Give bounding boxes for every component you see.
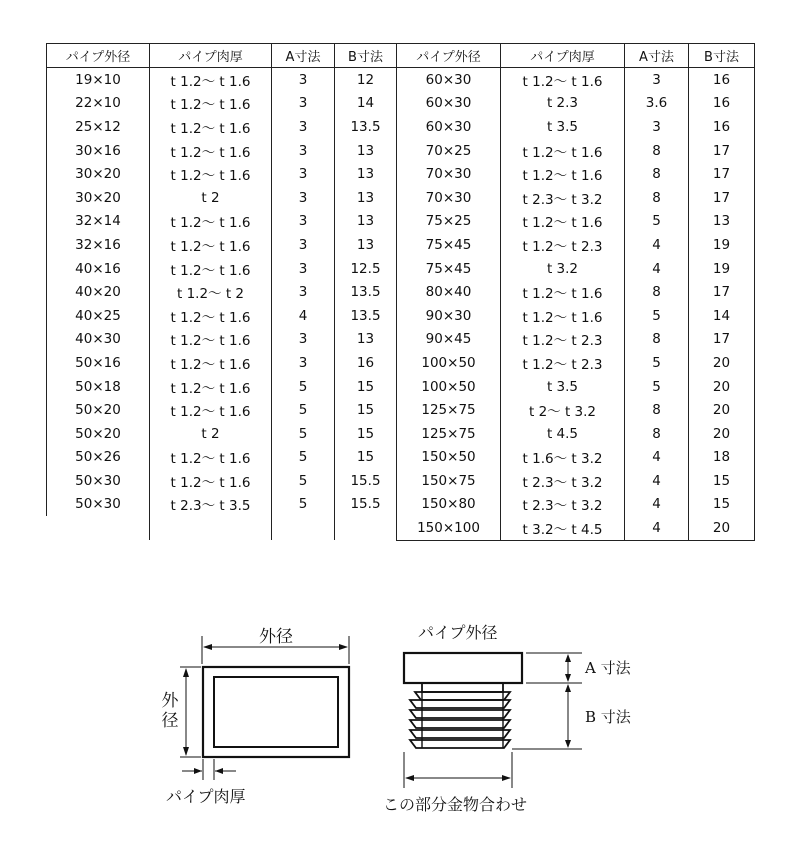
cell-b-dim: 13 xyxy=(335,162,397,186)
cell-pipe-od: 50×26 xyxy=(47,446,150,470)
cell-a-dim: 3 xyxy=(272,115,335,139)
cell-b-dim: 17 xyxy=(689,328,755,352)
cell-b-dim: 17 xyxy=(689,280,755,304)
b-dimension-label: B 寸法 xyxy=(585,708,631,726)
cell-b-dim: 15 xyxy=(689,469,755,493)
a-dimension-label: A 寸法 xyxy=(585,659,631,677)
cell-pipe-thickness: t 1.2～ t 1.6 xyxy=(150,210,272,234)
cell-a-dim: 8 xyxy=(625,139,689,163)
cell-pipe-od: 125×75 xyxy=(397,422,501,446)
cell-pipe-thickness: t 1.2～ t 2 xyxy=(150,280,272,304)
cell-a-dim: 4 xyxy=(625,469,689,493)
cell-pipe-od: 40×16 xyxy=(47,257,150,281)
cell-pipe-od: 19×10 xyxy=(47,68,150,92)
cell-pipe-thickness: t 1.2～ t 1.6 xyxy=(150,92,272,116)
cell-pipe-od: 50×20 xyxy=(47,398,150,422)
cell-pipe-od: 32×14 xyxy=(47,210,150,234)
cell-a-dim: 3 xyxy=(272,257,335,281)
cell-a-dim: 3 xyxy=(272,162,335,186)
header-pipe-thickness-2: パイプ肉厚 xyxy=(501,44,625,68)
cell-b-dim: 20 xyxy=(689,422,755,446)
cell-b-dim: 12 xyxy=(335,68,397,92)
cell-pipe-od: 70×30 xyxy=(397,162,501,186)
cell-pipe-thickness: t 1.2～ t 1.6 xyxy=(150,68,272,92)
cell-b-dim: 19 xyxy=(689,257,755,281)
cell-pipe-thickness: t 1.2～ t 1.6 xyxy=(150,446,272,470)
cell-b-dim: 15 xyxy=(335,398,397,422)
cell-pipe-thickness: t 1.2～ t 1.6 xyxy=(150,328,272,352)
cell-a-dim: 5 xyxy=(625,304,689,328)
cell-a-dim: 4 xyxy=(625,493,689,517)
cell-pipe-od: 30×20 xyxy=(47,162,150,186)
cell-b-dim: 15 xyxy=(335,422,397,446)
cell-b-dim: 13 xyxy=(335,233,397,257)
cell-b-dim: 13 xyxy=(335,139,397,163)
pipe-od-label: パイプ外径 xyxy=(418,623,498,642)
cell-b-dim: 13 xyxy=(689,210,755,234)
cell-b-dim: 13 xyxy=(335,186,397,210)
cell-pipe-thickness: t 2.3～ t 3.5 xyxy=(150,493,272,517)
cell-a-dim: 3 xyxy=(272,280,335,304)
cell-pipe-thickness: t 2.3～ t 3.2 xyxy=(501,469,625,493)
cell-b-dim: 14 xyxy=(335,92,397,116)
cell-a-dim: 8 xyxy=(625,422,689,446)
pipe-cross-section-diagram xyxy=(162,627,350,806)
cell-pipe-thickness: t 2.3～ t 3.2 xyxy=(501,186,625,210)
cell-pipe-od: 40×30 xyxy=(47,328,150,352)
cell-pipe-od: 40×25 xyxy=(47,304,150,328)
cell-b-dim: 17 xyxy=(689,186,755,210)
cell-a-dim: 3 xyxy=(272,186,335,210)
cell-pipe-thickness: t 1.2～ t 1.6 xyxy=(150,304,272,328)
cell-pipe-od: 60×30 xyxy=(397,115,501,139)
cell-pipe-od: 75×25 xyxy=(397,210,501,234)
cell-pipe-thickness: t 1.2～ t 1.6 xyxy=(501,280,625,304)
cell-pipe-thickness: t 1.2～ t 1.6 xyxy=(501,68,625,92)
cell-b-dim: 15 xyxy=(335,375,397,399)
cell-pipe-od: 30×16 xyxy=(47,139,150,163)
cell-b-dim: 14 xyxy=(689,304,755,328)
cell-a-dim: 3.6 xyxy=(625,92,689,116)
cell-b-dim: 15.5 xyxy=(335,493,397,517)
cell-pipe-thickness: t 1.2～ t 1.6 xyxy=(150,469,272,493)
cell-b-dim: 17 xyxy=(689,139,755,163)
cell-b-dim: 20 xyxy=(689,375,755,399)
cell-pipe-thickness: t 1.2～ t 2.3 xyxy=(501,328,625,352)
cell-a-dim: 4 xyxy=(272,304,335,328)
cell-pipe-od: 90×45 xyxy=(397,328,501,352)
cell-pipe-thickness: t 1.2～ t 1.6 xyxy=(150,233,272,257)
cell-pipe-od: 100×50 xyxy=(397,351,501,375)
header-a-dim-2: A寸法 xyxy=(625,44,689,68)
cell-a-dim: 5 xyxy=(272,493,335,517)
cell-a-dim: 3 xyxy=(272,68,335,92)
cell-pipe-thickness: t 1.2～ t 2.3 xyxy=(501,351,625,375)
fit-section-label: この部分金物合わせ xyxy=(383,795,528,814)
cell-pipe-thickness: t 3.2～ t 4.5 xyxy=(501,516,625,540)
cell-pipe-od: 150×75 xyxy=(397,469,501,493)
cell-b-dim: 16 xyxy=(689,115,755,139)
cell-a-dim: 3 xyxy=(272,210,335,234)
cell-pipe-thickness: t 1.2～ t 1.6 xyxy=(150,398,272,422)
cell-b-dim: 13.5 xyxy=(335,280,397,304)
cell-a-dim: 3 xyxy=(272,233,335,257)
cell-pipe-od: 150×80 xyxy=(397,493,501,517)
cell-pipe-thickness: t 3.5 xyxy=(501,375,625,399)
cell-pipe-od: 70×30 xyxy=(397,186,501,210)
cell-a-dim: 4 xyxy=(625,446,689,470)
cell-b-dim: 20 xyxy=(689,516,755,540)
cell-pipe-thickness: t 2 xyxy=(150,422,272,446)
cell-pipe-od: 70×25 xyxy=(397,139,501,163)
cell-pipe-thickness: t 1.2～ t 1.6 xyxy=(150,257,272,281)
cell-pipe-od: 50×30 xyxy=(47,469,150,493)
cell-pipe-od: 75×45 xyxy=(397,233,501,257)
cell-pipe-od: 50×16 xyxy=(47,351,150,375)
cell-pipe-od: 60×30 xyxy=(397,68,501,92)
cell-pipe-thickness: t 1.2～ t 1.6 xyxy=(501,210,625,234)
cell-b-dim: 17 xyxy=(689,162,755,186)
cell-b-dim: 16 xyxy=(689,68,755,92)
cell-a-dim: 4 xyxy=(625,257,689,281)
cell-b-dim: 15 xyxy=(689,493,755,517)
header-b-dim-2: B寸法 xyxy=(689,44,755,68)
cell-a-dim: 8 xyxy=(625,328,689,352)
cell-pipe-thickness: t 4.5 xyxy=(501,422,625,446)
cell-pipe-od: 30×20 xyxy=(47,186,150,210)
cell-a-dim: 4 xyxy=(625,233,689,257)
outer-height-label-top: 外 xyxy=(161,691,179,711)
cell-pipe-thickness: t 2～ t 3.2 xyxy=(501,398,625,422)
cell-pipe-thickness: t 3.5 xyxy=(501,115,625,139)
cell-a-dim: 3 xyxy=(272,328,335,352)
cell-pipe-thickness: t 2.3 xyxy=(501,92,625,116)
cell-pipe-od: 22×10 xyxy=(47,92,150,116)
outer-width-label: 外径 xyxy=(259,627,293,647)
header-pipe-od: パイプ外径 xyxy=(47,44,150,68)
cell-pipe-od: 150×50 xyxy=(397,446,501,470)
cell-b-dim: 13.5 xyxy=(335,115,397,139)
cell-a-dim: 5 xyxy=(272,446,335,470)
cell-pipe-od: 32×16 xyxy=(47,233,150,257)
cell-b-dim: 13.5 xyxy=(335,304,397,328)
cell-pipe-thickness: t 1.6～ t 3.2 xyxy=(501,446,625,470)
cell-b-dim: 13 xyxy=(335,328,397,352)
outer-height-label-bottom: 径 xyxy=(161,711,179,731)
pipe-thickness-label: パイプ肉厚 xyxy=(166,787,246,806)
cell-pipe-thickness: t 1.2～ t 1.6 xyxy=(150,351,272,375)
cell-a-dim: 3 xyxy=(625,115,689,139)
cell-b-dim: 20 xyxy=(689,398,755,422)
cell-a-dim: 5 xyxy=(625,210,689,234)
cell-pipe-od: 60×30 xyxy=(397,92,501,116)
cell-a-dim: 5 xyxy=(272,422,335,446)
cell-pipe-od: 150×100 xyxy=(397,516,501,540)
cell-pipe-thickness: t 1.2～ t 1.6 xyxy=(150,162,272,186)
cell-a-dim: 5 xyxy=(272,375,335,399)
cell-a-dim: 3 xyxy=(272,92,335,116)
cell-pipe-thickness: t 1.2～ t 1.6 xyxy=(501,304,625,328)
cell-pipe-thickness: t 1.2～ t 1.6 xyxy=(150,139,272,163)
cell-b-dim: 15.5 xyxy=(335,469,397,493)
cell-a-dim: 5 xyxy=(272,469,335,493)
cell-pipe-thickness: t 1.2～ t 2.3 xyxy=(501,233,625,257)
end-cap-side-view-diagram xyxy=(383,623,632,814)
cell-pipe-od: 40×20 xyxy=(47,280,150,304)
cell-a-dim: 8 xyxy=(625,280,689,304)
cell-pipe-od: 125×75 xyxy=(397,398,501,422)
cell-pipe-od: 50×18 xyxy=(47,375,150,399)
cell-b-dim: 12.5 xyxy=(335,257,397,281)
cell-pipe-od: 75×45 xyxy=(397,257,501,281)
cell-a-dim: 8 xyxy=(625,398,689,422)
cell-pipe-thickness: t 1.2～ t 1.6 xyxy=(150,375,272,399)
header-a-dim: A寸法 xyxy=(272,44,335,68)
cell-a-dim: 3 xyxy=(272,351,335,375)
cell-pipe-thickness: t 2.3～ t 3.2 xyxy=(501,493,625,517)
cell-pipe-od: 80×40 xyxy=(397,280,501,304)
cell-pipe-thickness: t 3.2 xyxy=(501,257,625,281)
cell-pipe-od: 25×12 xyxy=(47,115,150,139)
header-pipe-thickness: パイプ肉厚 xyxy=(150,44,272,68)
cell-pipe-thickness: t 1.2～ t 1.6 xyxy=(150,115,272,139)
cell-pipe-od: 50×30 xyxy=(47,493,150,517)
cell-pipe-thickness: t 1.2～ t 1.6 xyxy=(501,139,625,163)
cell-b-dim: 16 xyxy=(689,92,755,116)
cell-b-dim: 20 xyxy=(689,351,755,375)
header-pipe-od-2: パイプ外径 xyxy=(397,44,501,68)
cell-pipe-thickness: t 2 xyxy=(150,186,272,210)
cell-pipe-od: 50×20 xyxy=(47,422,150,446)
cell-a-dim: 4 xyxy=(625,516,689,540)
cell-pipe-od: 100×50 xyxy=(397,375,501,399)
cell-a-dim: 8 xyxy=(625,186,689,210)
cell-a-dim: 8 xyxy=(625,162,689,186)
cell-a-dim: 5 xyxy=(272,398,335,422)
cell-a-dim: 5 xyxy=(625,375,689,399)
cell-pipe-od: 90×30 xyxy=(397,304,501,328)
cell-a-dim: 3 xyxy=(272,139,335,163)
cell-b-dim: 13 xyxy=(335,210,397,234)
cell-b-dim: 16 xyxy=(335,351,397,375)
cell-b-dim: 19 xyxy=(689,233,755,257)
cell-a-dim: 3 xyxy=(625,68,689,92)
header-b-dim: B寸法 xyxy=(335,44,397,68)
cell-pipe-thickness: t 1.2～ t 1.6 xyxy=(501,162,625,186)
cell-a-dim: 5 xyxy=(625,351,689,375)
cell-b-dim: 15 xyxy=(335,446,397,470)
cell-b-dim: 18 xyxy=(689,446,755,470)
